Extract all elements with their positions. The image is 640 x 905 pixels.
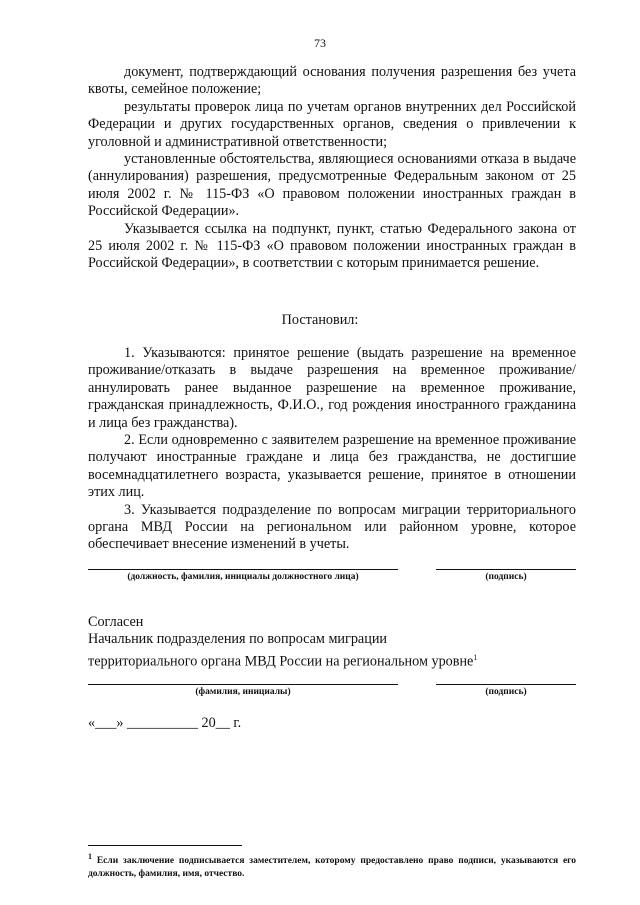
date-line: «___» __________ 20__ г.	[88, 715, 242, 731]
footnote	[88, 851, 576, 880]
name-signature-line	[88, 684, 398, 685]
paragraph: документ, подтверждающий основания получения разрешения без учета квоты, семейное положение;	[88, 64, 576, 98]
paragraph: 3. Указывается подразделение по вопросам миграции территориального органа МВД России на региональном или районном уровне, которое обеспечивает внесение изменений в учеты.	[88, 501, 576, 553]
agreement-block	[88, 614, 588, 671]
agreement-position-line1: Начальник подразделения по вопросам миграции	[88, 631, 388, 648]
paragraph: 2. Если одновременно с заявителем разрешение на временное проживание получают иностранные граждане и лица без гражданства, не достигшие восемнадцатилетнего возраста, указывается решение, принятое в отношении этих лиц.	[88, 432, 576, 501]
footnote-text: Если заключение подписывается заместителем, которому предоставлено право подписи, указываются его должность, фамилия, имя, отчество.	[88, 856, 576, 879]
signature-line	[436, 569, 576, 570]
official-caption: (должность, фамилия, инициалы должностного лица)	[127, 572, 359, 582]
paragraph: результаты проверок лица по учетам органов внутренних дел Российской Федерации и других государственных органов, сведения о привлечении к уголовной и административной ответственности;	[88, 98, 576, 150]
paragraph: Указывается ссылка на подпункт, пункт, статью Федерального закона от 25 июля 2002 г. № 115-ФЗ «О правовом положении иностранных граждан в Российской Федерации», в соответствии с которым принимается решение.	[88, 220, 576, 272]
footnote-mark: 1	[88, 852, 92, 861]
paragraph: 1. Указываются: принятое решение (выдать разрешение на временное проживание/отказать в выдаче разрешения на временное проживание/аннулировать ранее выданное разрешение на временное проживание, гражданская принадлежность, Ф.И.О., год рождения иностранного гражданина и лица без гражданства).	[88, 345, 576, 431]
signature-line	[436, 684, 576, 685]
signature-caption: (подпись)	[485, 687, 527, 697]
footnote-divider	[88, 845, 242, 846]
agreement-title: Согласен	[88, 614, 144, 630]
official-signature-line	[88, 569, 398, 570]
name-caption: (фамилия, инициалы)	[195, 687, 291, 697]
body-text-top	[88, 64, 576, 273]
footnote-reference: 1	[473, 652, 478, 662]
paragraph: установленные обстоятельства, являющиеся основаниями отказа в выдаче (аннулирования) разрешения, предусмотренные Федеральным законом от 25 июля 2002 г. № 115-ФЗ «О правовом положении иностранных граждан в Российской Федерации».	[88, 151, 576, 220]
signature-caption: (подпись)	[485, 572, 527, 582]
section-heading: Постановил:	[281, 312, 359, 328]
agreement-position-line2: территориального органа МВД России на региональном уровне$^1$	[88, 652, 478, 670]
page-number: 73	[314, 36, 326, 50]
body-text-decision	[88, 345, 576, 554]
